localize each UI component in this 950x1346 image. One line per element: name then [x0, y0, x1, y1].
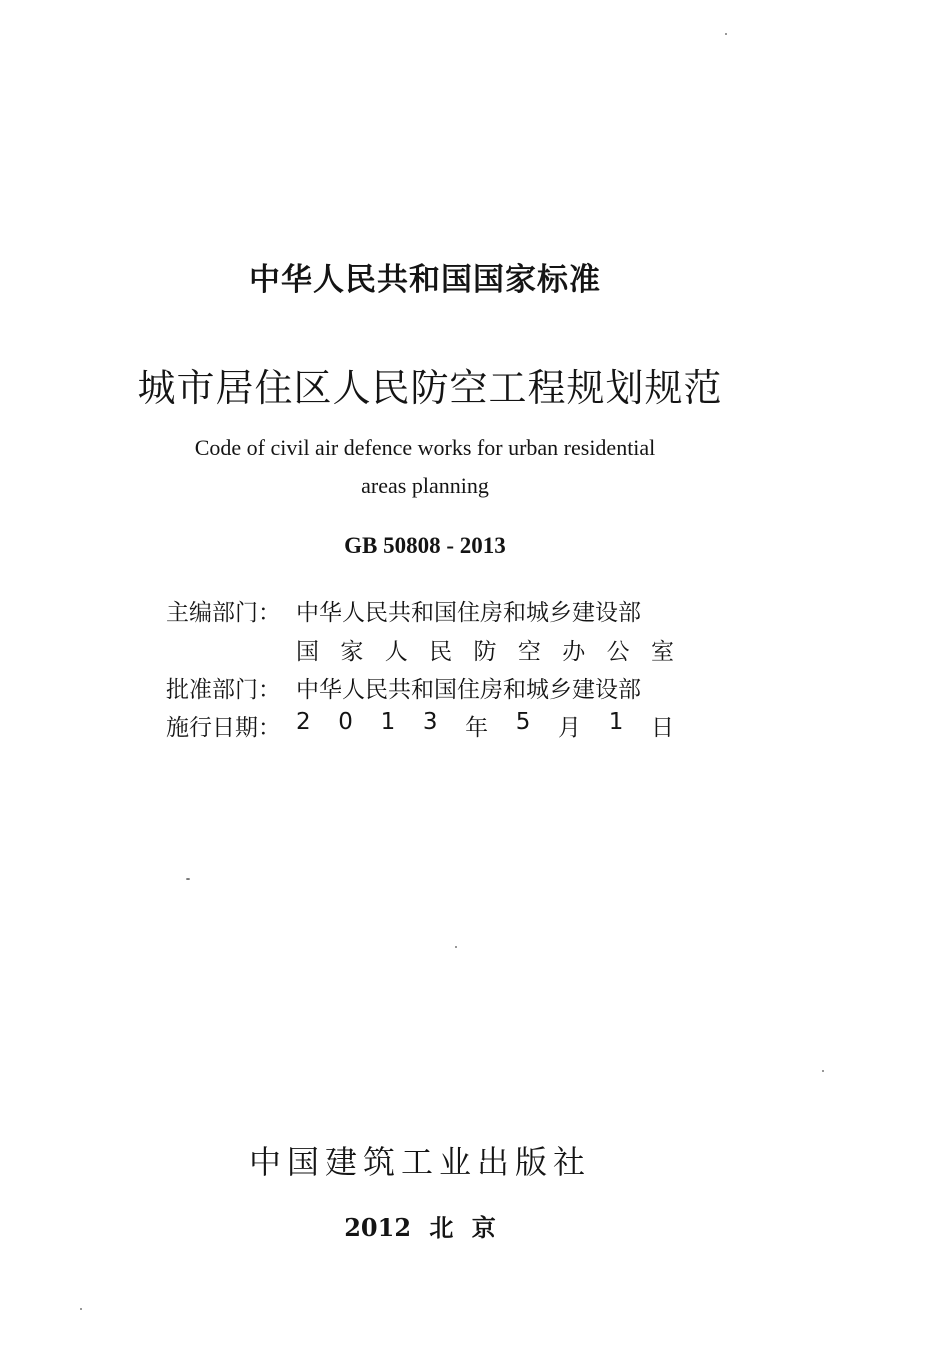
char: 年	[465, 715, 489, 741]
scan-speck	[80, 1308, 82, 1310]
char: 1	[608, 709, 624, 735]
standard-code: GB 50808 - 2013	[344, 533, 506, 558]
approval-value: 中华人民共和国住房和城乡建设部	[296, 677, 641, 703]
publisher-name: 中国建筑工业出版社	[248, 1143, 591, 1181]
approval-label: 批准部门：	[166, 677, 281, 703]
english-title-line-1: Code of civil air defence works for urban residential	[194, 435, 656, 460]
scan-speck	[455, 946, 457, 948]
char: 国	[296, 639, 319, 665]
effective-date-value	[296, 709, 674, 742]
effective-date-label: 施行日期：	[166, 715, 281, 741]
char: 民	[429, 639, 453, 665]
char: 3	[422, 709, 438, 735]
english-title-line-2: areas planning	[361, 473, 489, 498]
chief-editor-value: 中华人民共和国住房和城乡建设部	[296, 600, 641, 626]
char: 0	[338, 709, 353, 735]
char: 日	[650, 715, 674, 741]
char: 办	[562, 639, 586, 665]
series-title: 中华人民共和国国家标准	[249, 262, 601, 298]
scan-speck	[725, 33, 727, 35]
char: 5	[515, 709, 531, 735]
char: 月	[558, 715, 582, 741]
char: 1	[380, 709, 396, 735]
chief-editor-label: 主编部门：	[166, 600, 281, 626]
char: 家	[340, 639, 364, 665]
char: 室	[651, 639, 674, 665]
char: 空	[517, 639, 541, 665]
char: 防	[473, 639, 497, 665]
char: 人	[384, 639, 408, 665]
publication-place-year: 2012 北 京	[344, 1213, 496, 1242]
main-title: 城市居住区人民防空工程规划规范	[137, 366, 723, 410]
scan-speck	[186, 878, 190, 880]
char: 公	[606, 639, 630, 665]
scan-speck	[822, 1070, 824, 1072]
char: 2	[296, 709, 311, 735]
chief-editor-value-2	[296, 633, 674, 666]
